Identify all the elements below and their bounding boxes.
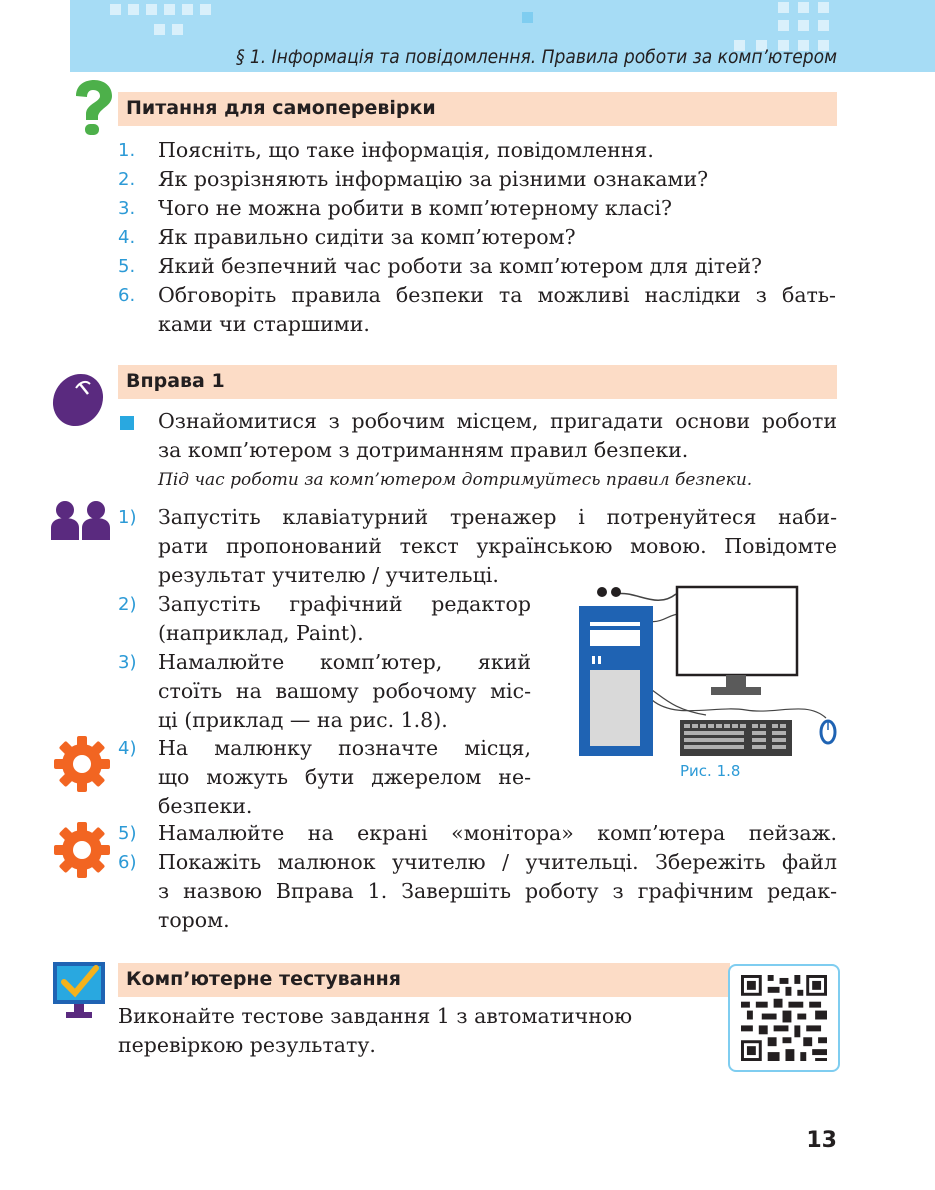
gear-icon	[52, 734, 112, 798]
testing-title: Комп’ютерне тестування	[126, 968, 401, 990]
step-text: Намалюйте на екрані «монітора» комп’ютера пейзаж.	[158, 821, 837, 845]
gear-icon	[52, 820, 112, 884]
qr-code[interactable]	[728, 964, 840, 1072]
step-text: рати пропонований текст українською мовою. Повідомте	[158, 534, 837, 558]
item-number: 2.	[118, 169, 136, 190]
step-text: тором.	[158, 908, 230, 932]
step-text: (наприклад, Paint).	[158, 621, 364, 645]
item-text: Як розрізняють інформацію за різними ознаками?	[158, 167, 709, 191]
item-text: Чого не можна робити в комп’ютерному класі?	[158, 196, 673, 220]
item-text: Який безпечний час роботи за комп’ютером для дітей?	[158, 254, 763, 278]
chapter-header-title: § 1. Інформація та повідомлення. Правила роботи за комп’ютером	[235, 46, 837, 68]
step-text: На малюнку позначте місця,	[158, 736, 531, 760]
step-number: 4)	[118, 738, 137, 759]
monitor-check-icon	[52, 960, 106, 1026]
intro-line: Ознайомитися з робочим місцем, пригадати основи роботи	[158, 409, 837, 433]
pair-work-icon	[50, 500, 112, 544]
step-text: що можуть бути джерелом не-	[158, 765, 531, 789]
question-mark-icon	[70, 78, 114, 140]
item-number: 1.	[118, 140, 136, 161]
computer-illustration	[576, 580, 846, 764]
step-number: 3)	[118, 652, 137, 673]
self-check-title: Питання для самоперевірки	[126, 97, 436, 119]
figure-caption: Рис. 1.8	[680, 762, 741, 780]
item-number: 3.	[118, 198, 136, 219]
step-text: з назвою Вправа 1. Завершіть роботу з графічним редак-	[158, 879, 837, 903]
step-text: Запустіть клавіатурний тренажер і потренуйтеся наби-	[158, 505, 837, 529]
step-number: 1)	[118, 507, 137, 528]
testing-bar	[118, 963, 730, 997]
step-number: 2)	[118, 594, 137, 615]
bullet-square	[120, 416, 134, 430]
item-number: 6.	[118, 285, 136, 306]
item-text: Як правильно сидіти за комп’ютером?	[158, 225, 576, 249]
testing-line: Виконайте тестове завдання 1 з автоматичною	[118, 1004, 633, 1028]
exercise-bar	[118, 365, 837, 399]
exercise-title: Вправа 1	[126, 370, 225, 392]
step-text: стоїть на вашому робочому міс-	[158, 679, 531, 703]
step-text: Запустіть графічний редактор	[158, 592, 531, 616]
step-text: результат учителю / учительці.	[158, 563, 499, 587]
step-text: ці (приклад — на рис. 1.8).	[158, 708, 448, 732]
intro-line: за комп’ютером з дотриманням правил безпеки.	[158, 438, 689, 462]
page-number: 13	[806, 1128, 837, 1153]
step-number: 5)	[118, 823, 137, 844]
item-number: 4.	[118, 227, 136, 248]
mouse-icon	[50, 370, 106, 432]
step-number: 6)	[118, 852, 137, 873]
self-check-bar	[118, 92, 837, 126]
item-text: Поясніть, що таке інформація, повідомлення.	[158, 138, 654, 162]
safety-note: Під час роботи за комп’ютером дотримуйтесь правил безпеки.	[158, 470, 753, 490]
item-text: Обговоріть правила безпеки та можливі наслідки з бать-	[158, 283, 836, 307]
testing-line: перевіркою результату.	[118, 1033, 376, 1057]
item-text: ками чи старшими.	[158, 312, 370, 336]
step-text: Намалюйте комп’ютер, який	[158, 650, 531, 674]
step-text: безпеки.	[158, 794, 253, 818]
step-text: Покажіть малюнок учителю / учительці. Збережіть файл	[158, 850, 837, 874]
item-number: 5.	[118, 256, 136, 277]
